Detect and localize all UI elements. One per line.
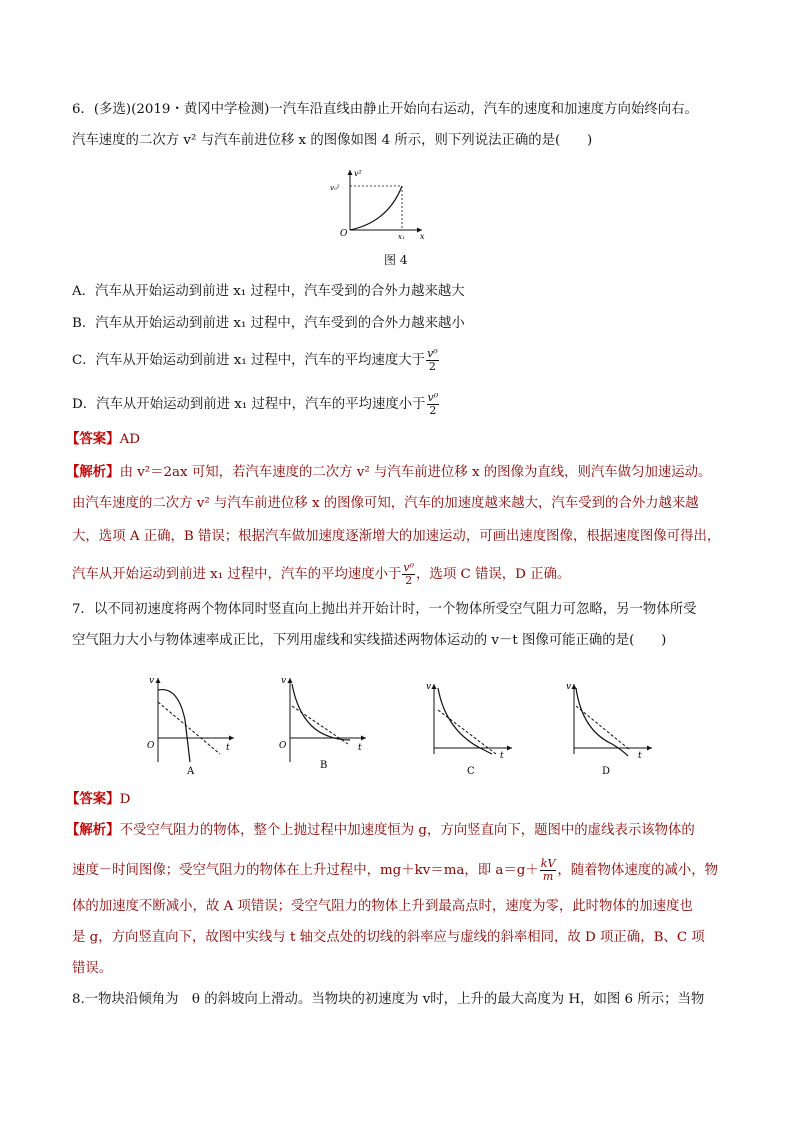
svg-text:O: O xyxy=(147,741,155,751)
q6-option-d xyxy=(72,392,440,417)
q7-analysis-line4: 是 g，方向竖直向下，故图中实线与 t 轴交点处的切线的斜率应与虚线的斜率相同，故 D 项正确，B、C 项 xyxy=(72,930,705,945)
q6-analysis-line4: 汽车从开始运动到前进 x₁ 过程中，汽车的平均速度小于 $\frac{\text{v⁰}}{2}$ ，选项 C 错误，D 正确。 xyxy=(72,561,571,587)
q6-option-d-fraction: $\frac{\text{v⁰}}{2}$ xyxy=(427,391,439,417)
q6-answer xyxy=(66,430,140,450)
q7-analysis-line3: 体的加速度不断减小，故 A 项错误；受空气阻力的物体上升到最高点时，速度为零，此时物体的加速度也 xyxy=(72,899,693,914)
q6-y-tick: v₀² xyxy=(330,184,340,192)
q6-option-d-text: D．汽车从开始运动到前进 x₁ 过程中，汽车的平均速度小于 xyxy=(72,397,426,412)
q6-option-c xyxy=(72,348,440,373)
q7-answer xyxy=(66,790,130,810)
q6-answer-tag: 【答案】 xyxy=(66,432,120,447)
q6-option-c-fraction: $\frac{\text{v⁰}}{2}$ xyxy=(427,347,438,373)
q7-graph-c xyxy=(422,676,522,786)
q6-figure-caption: 图 4 xyxy=(384,253,408,267)
svg-text:t: t xyxy=(638,751,642,761)
svg-text:v: v xyxy=(281,676,287,686)
q6-y-axis-label: v² xyxy=(354,169,362,178)
q7-graph-d-label: D xyxy=(602,766,611,777)
q6-stem-line1: 6．(多选)(2019・黄冈中学检测)一汽车沿直线由静止开始向右运动，汽车的速度和加速度方向始终向右。 xyxy=(72,102,698,117)
q7-analysis-line2: 速度－时间图像；受空气阻力的物体在上升过程中，mg＋kv＝ma，即 a＝g＋ $\frac{kV}{m}$ ，随着物体速度的减小，物 xyxy=(72,857,719,883)
q6-x-tick: x₁ xyxy=(398,233,405,240)
q6-analysis-line3: 大，选项 A 正确，B 错误；根据汽车做加速度逐渐增大的加速运动，可画出速度图像，根据速度图像可得出， xyxy=(72,529,721,544)
q6-figure xyxy=(328,164,428,240)
svg-text:t: t xyxy=(226,743,230,753)
q7-analysis-line1: 【解析】不受空气阻力的物体，整个上抛过程中加速度恒为 g，方向竖直向下，题图中的虚线表示该物体的 xyxy=(66,823,695,838)
q7-graph-b-label: B xyxy=(320,760,328,771)
svg-text:v: v xyxy=(426,682,432,692)
svg-text:O: O xyxy=(279,741,287,751)
q7-graph-a xyxy=(144,670,244,780)
q7-graph-c-label: C xyxy=(467,766,475,777)
q6-analysis-line1: 【解析】由 v²＝2ax 可知，若汽车速度的二次方 v² 与汽车前进位移 x 的图像为直线，则汽车做匀加速运动。 xyxy=(66,465,712,480)
q6-stem-line2: 汽车速度的二次方 v² 与汽车前进位移 x 的图像如图 4 所示，则下列说法正确的是( ) xyxy=(72,133,593,148)
q7-answer-value: D xyxy=(119,792,131,807)
q7-graph-a-label: A xyxy=(187,766,195,777)
q6-analysis-fraction: $\frac{\text{v⁰}}{2}$ xyxy=(403,561,415,587)
q6-option-c-text: C．汽车从开始运动到前进 x₁ 过程中，汽车的平均速度大于 xyxy=(72,353,426,368)
svg-text:t: t xyxy=(358,743,362,753)
q7-stem-line2: 空气阻力大小与物体速率成正比，下列用虚线和实线描述两物体运动的 v－t 图像可能正确的是( ) xyxy=(72,633,667,648)
q6-answer-value: AD xyxy=(119,432,140,447)
q6-option-a: A．汽车从开始运动到前进 x₁ 过程中，汽车受到的合外力越来越大 xyxy=(72,284,465,299)
q7-stem-line1: 7．以不同初速度将两个物体同时竖直向上抛出并开始计时，一个物体所受空气阻力可忽略，另一物体所受 xyxy=(72,602,697,617)
q7-answer-tag: 【答案】 xyxy=(66,792,120,807)
q6-option-b: B．汽车从开始运动到前进 x₁ 过程中，汽车受到的合外力越来越小 xyxy=(72,316,465,331)
q7-graph-b xyxy=(276,670,376,780)
q7-analysis-fraction: $\frac{kV}{m}$ xyxy=(540,857,556,883)
q8-stem-line1: 8.一物块沿倾角为 θ 的斜坡向上滑动。当物块的初速度为 v时，上升的最大高度为 H，如图 6 所示；当物 xyxy=(72,992,705,1007)
q7-graph-d xyxy=(562,676,662,786)
q7-analysis-line5: 错误。 xyxy=(72,961,113,976)
q6-analysis-line2: 由汽车速度的二次方 v² 与汽车前进位移 x 的图像可知，汽车的加速度越来越大，汽车受到的合外力越来越 xyxy=(72,496,699,511)
q6-x-axis-label: x xyxy=(420,232,425,240)
q6-origin: O xyxy=(340,229,348,239)
svg-text:v: v xyxy=(149,676,155,686)
svg-text:v: v xyxy=(566,682,572,692)
svg-text:t: t xyxy=(500,751,504,761)
